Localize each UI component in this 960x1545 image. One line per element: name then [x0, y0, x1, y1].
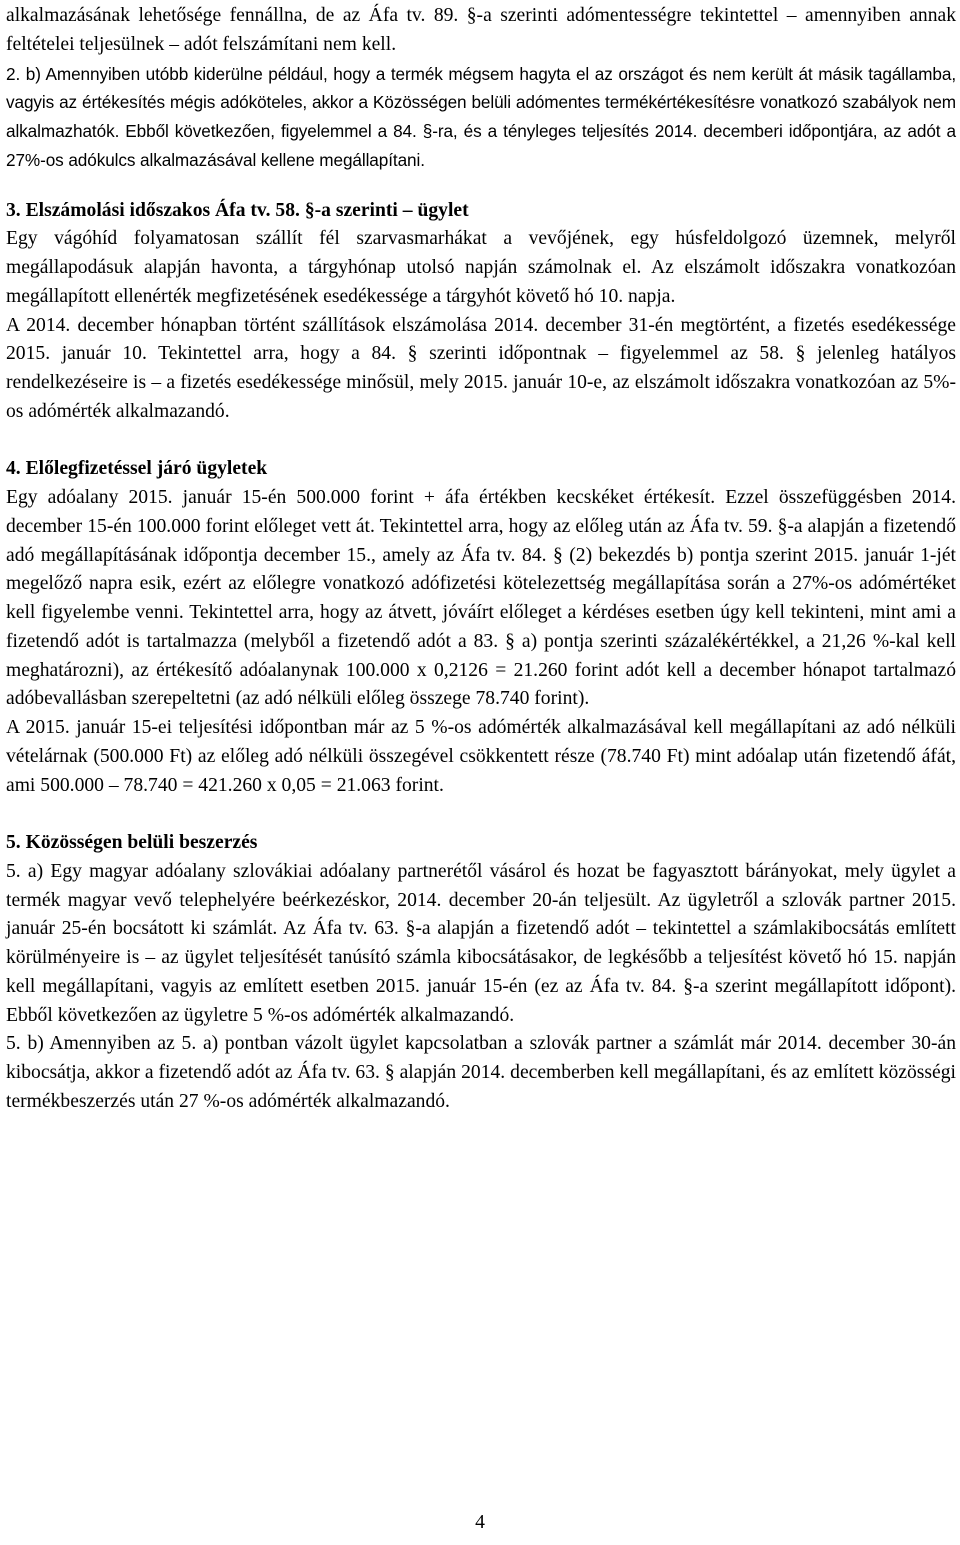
spacer: [6, 175, 956, 197]
section-paragraph: A 2015. január 15-ei teljesítési időpontban már az 5 %-os adómérték alkalmazásával kell megállapítani az adó nélküli vételárnak (500.000 Ft) az előleg adó nélküli összegével csökkentett része (78.740 Ft) mint adóalap után fizetendő áfát, ami 500.000 – 78.740 = 421.260 x 0,05 = 21.063 forint.: [6, 717, 956, 796]
spacer: [6, 800, 956, 829]
section-heading: 4. Előlegfizetéssel járó ügyletek: [6, 458, 268, 480]
page-number: 4: [475, 1512, 485, 1533]
section-paragraph: Egy adóalany 2015. január 15-én 500.000 forint + áfa értékben kecskéket értékesít. Ezzel összefüggésben 2014. december 15-én 100.000 forint előleget vett át. Tekintettel arra, hogy az előleg után az Áfa tv. 59. §-a alapján a fizetendő adó megállapításának időpontja december 15., amely az Áfa tv. 84. § (2) bekezdés b) pontja szerint 2015. január 1-jét megelőző napra esik, ezért az előlegre vonatkozó adófizetési kötelezettség megállapítása során a 27%-os adómértéket kell figyelembe venni. Tekintettel arra, hogy az átvett, jóváírt előleget a kérdéses esetben úgy kell tekinteni, mint ami a fizetendő adót is tartalmazza (melyből a fizetendő adót a 83. § a) pontja szerinti százalékértékkel, a 21,26 %-kal kell meghatározni), az értékesítő adóalanynak 100.000 x 0,2126 = 21.260 forint adót kell a december hónapot tartalmazó adóbevallásban szerepeltetni (az adó nélküli előleg összege 78.740 forint).: [6, 487, 956, 710]
spacer: [6, 427, 956, 456]
section-paragraph: A 2014. december hónapban történt szállítások elszámolása 2014. december 31-én megtörtént, a fizetés esedékessége 2015. január 10. Tekintettel arra, hogy a 84. § szerinti időpontnak – figyelemmel az 58. § jelenleg hatályos rendelkezéseire is – a fizetés esedékessége minősül, mely 2015. január 10-e, az elszámolt időszakra vonatkozóan az 5%-os adómérték alkalmazandó.: [6, 314, 956, 422]
section-paragraph: 5. a) Egy magyar adóalany szlovákiai adóalany partnerétől vásárol és hozat be fagyasztott bárányokat, mely ügylet a termék magyar vevő telephelyére beérkezéskor, 2014. december 20-án teljesült. Az ügyletről a szlovák partner 2015. január 25-én bocsátott ki számlát. Az Áfa tv. 63. §-a alapján a fizetendő adót – tekintettel a számlakibocsátás említett körülményeire is – az ügylet teljesítését tanúsító számla kibocsátásakor, de legkésőbb a teljesítést követő hó 15. napján kell megállapítani, vagyis az említett esetben 2015. január 15-én (ez az Áfa tv. 84. §-a szerint megállapított időpont). Ebből következően az ügyletre 5 %-os adómérték alkalmazandó.: [6, 860, 956, 1026]
section-3: [6, 197, 956, 427]
section-heading: 5. Közösségen belüli beszerzés: [6, 832, 258, 853]
section-4: [6, 455, 956, 800]
section-paragraph: 5. b) Amennyiben az 5. a) pontban vázolt ügylet kapcsolatban a szlovák partner a számlát már 2014. december 30-án kibocsátja, akkor a fizetendő adót az Áfa tv. 63. § alapján 2014. decemberben kell megállapítani, és az említett közösségi termékbeszerzés után 27 %-os adómérték alkalmazandó.: [6, 1033, 956, 1112]
example-2b-paragraph: 2. b) Amennyiben utóbb kiderülne például, hogy a termék mégsem hagyta el az országot és nem került át másik tagállamba, vagyis az értékesítés mégis adóköteles, akkor a Közösségen belüli adómentes termékértékesítésre vonatkozó szabályok nem alkalmazhatók. Ebből következően, figyelemmel a 84. §-ra, és a tényleges teljesítés 2014. decemberi időpontjára, az adót a 27%-os adókulcs alkalmazásával kellene megállapítani.: [6, 63, 956, 170]
intro-paragraph: alkalmazásának lehetősége fennállna, de az Áfa tv. 89. §-a szerinti adómentességre tekintettel – amennyiben annak feltételei teljesülnek – adót felszámítani nem kell.: [6, 5, 956, 55]
document-body: [6, 2, 956, 1117]
section-paragraph: Egy vágóhíd folyamatosan szállít fél szarvasmarhákat a vevőjének, egy húsfeldolgozó üzemnek, melyről megállapodásuk alapján havonta, a tárgyhónap utolsó napján számolnak el. Az elszámolt időszakra vonatkozóan megállapított ellenérték megfizetésének esedékessége a tárgyhót követő hó 10. napja.: [6, 228, 956, 307]
section-heading: 3. Elszámolási időszakos Áfa tv. 58. §-a szerinti – ügylet: [6, 199, 469, 221]
section-5: [6, 829, 956, 1117]
